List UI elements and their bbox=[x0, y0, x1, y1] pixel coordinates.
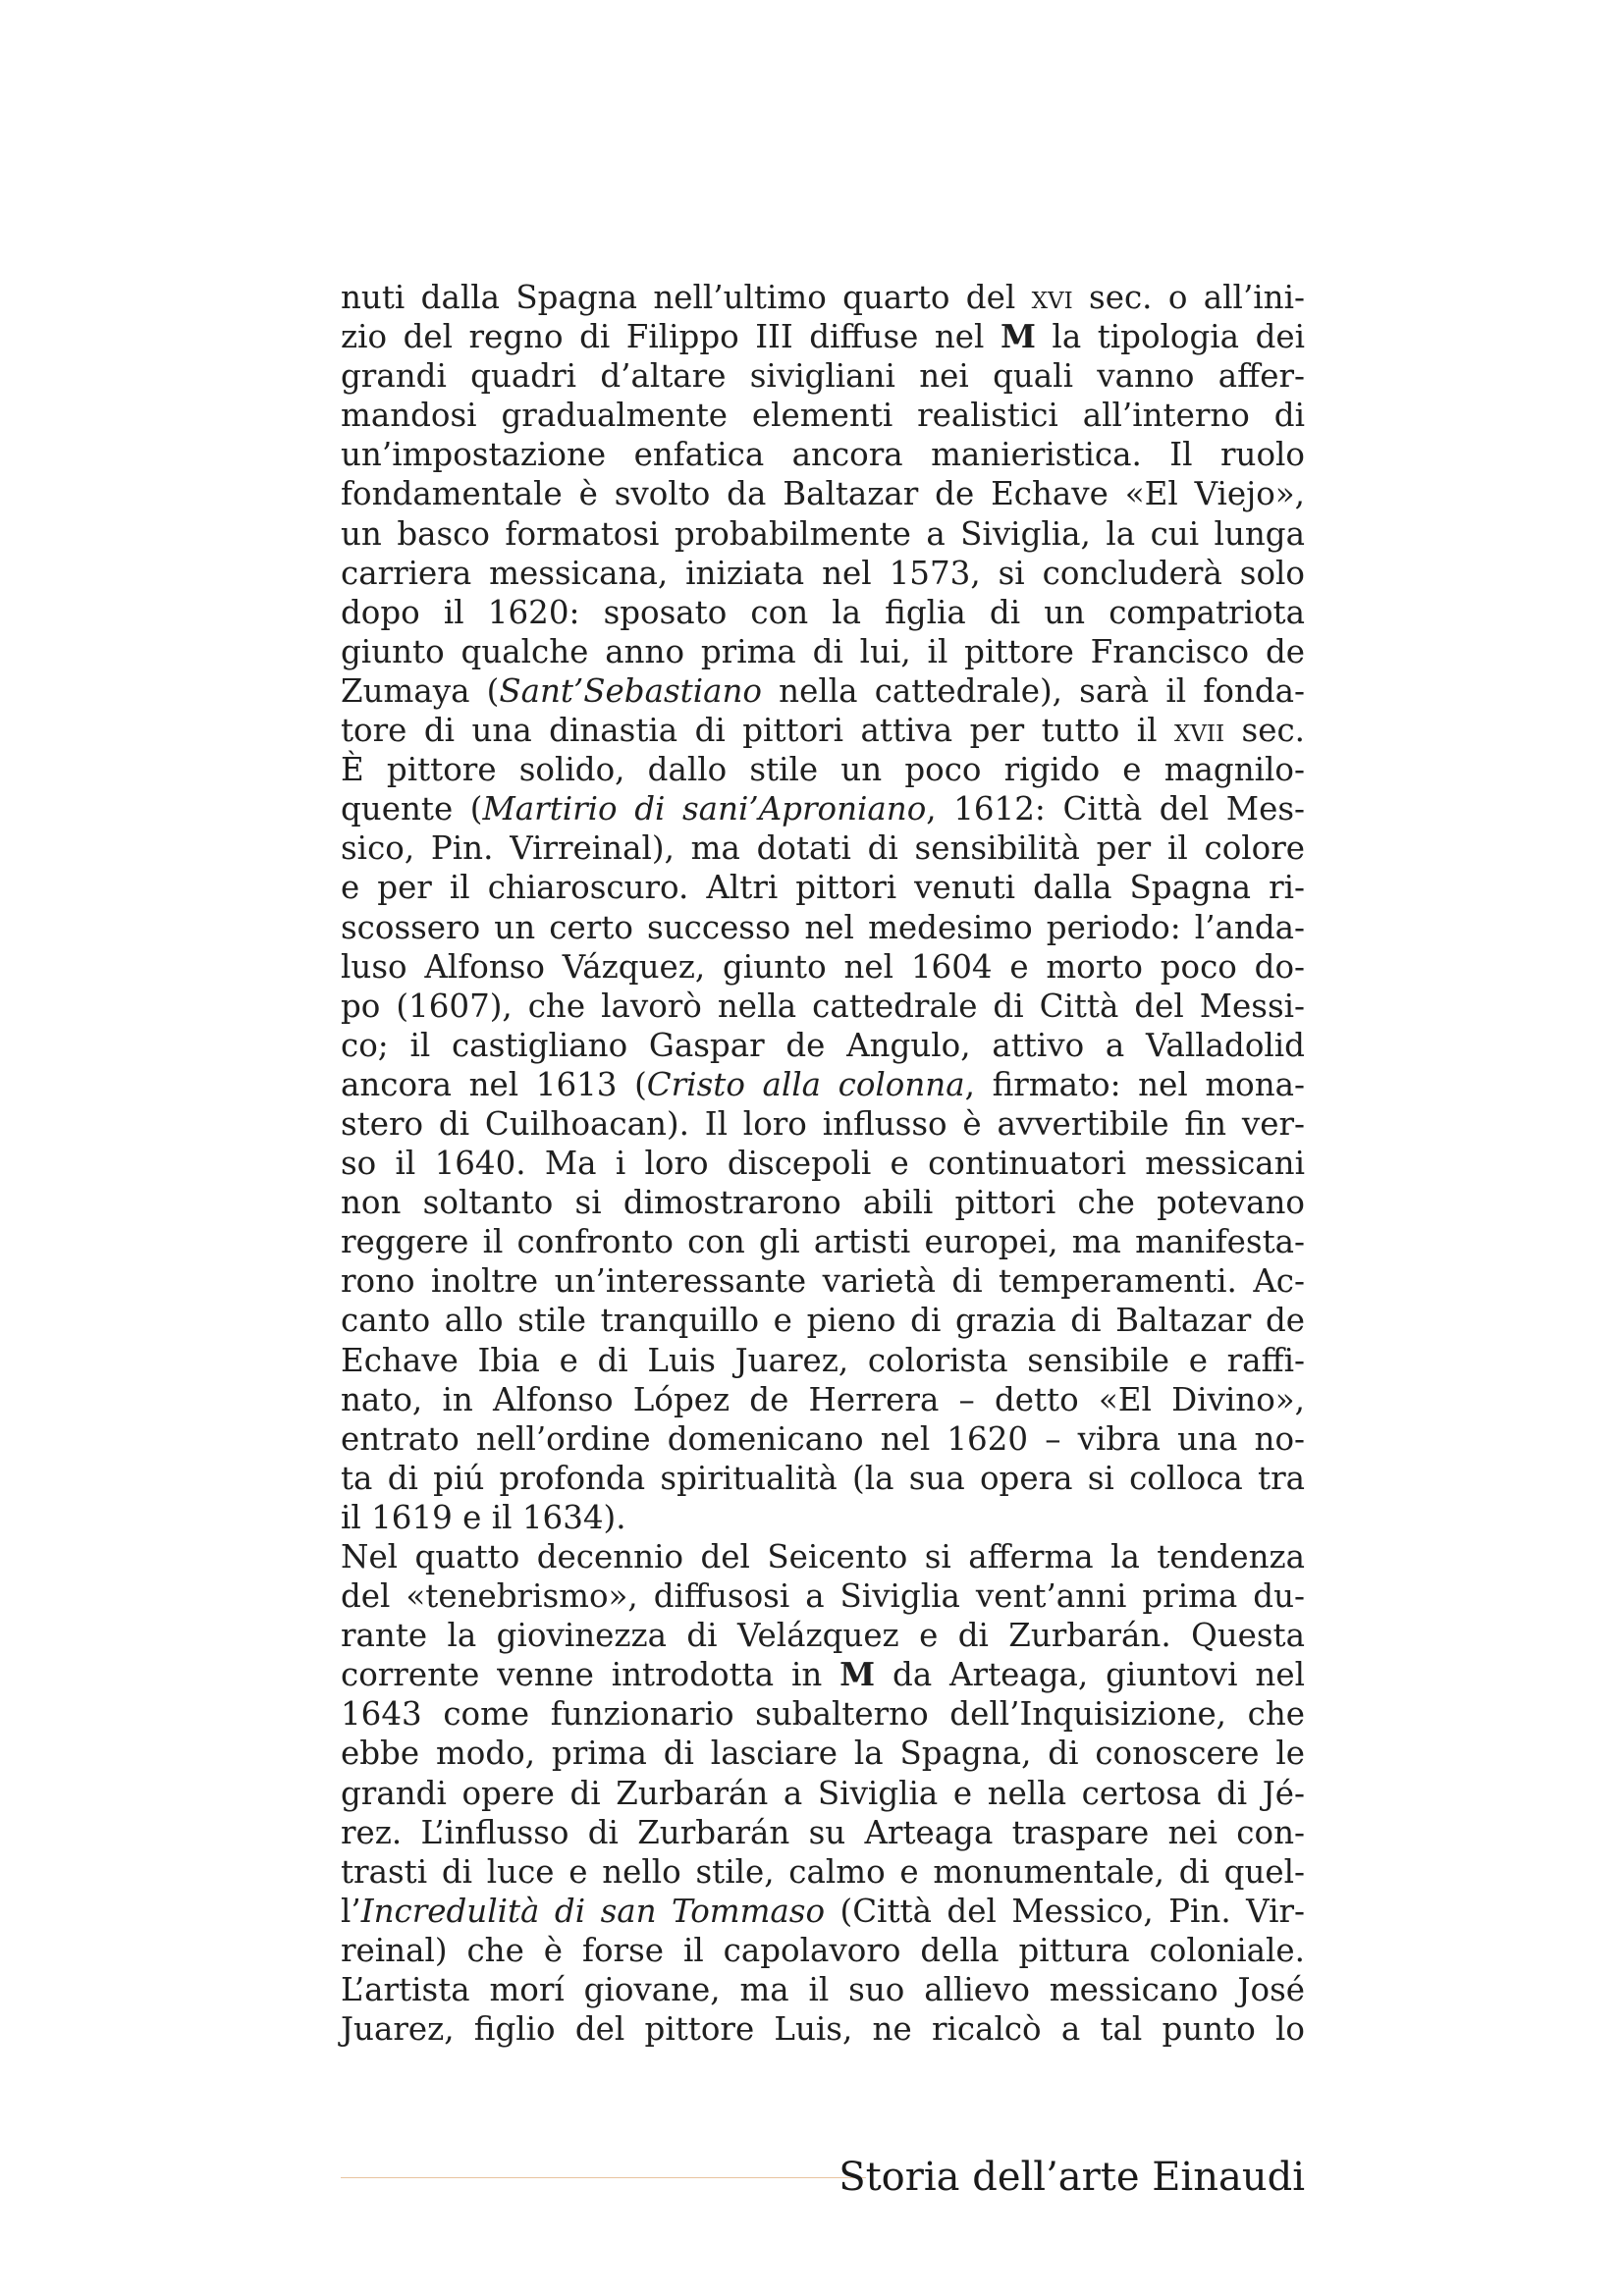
text-segment: Nel quatto decennio del Seicento si afferma la tendenza bbox=[341, 1538, 1305, 1575]
text-line bbox=[341, 435, 1305, 474]
text-line bbox=[341, 2009, 1305, 2049]
text-line bbox=[341, 1301, 1305, 1340]
text-line bbox=[341, 1970, 1305, 2009]
text-segment: stero di Cuilhoacan). Il loro influsso è avvertibile fin ver- bbox=[341, 1104, 1305, 1143]
text-segment: L’artista morí giovane, ma il suo allievo messicano José bbox=[341, 1971, 1305, 2009]
text-segment: tore di una dinastia di pittori attiva per tutto il bbox=[341, 712, 1174, 750]
text-segment: È pittore solido, dallo stile un poco rigido e magnilo- bbox=[341, 751, 1305, 789]
text-segment: giunto qualche anno prima di lui, il pittore Francisco de bbox=[341, 632, 1305, 670]
text-line bbox=[341, 1459, 1305, 1498]
text-segment: scossero un certo successo nel medesimo periodo: l’anda- bbox=[341, 908, 1305, 946]
text-line bbox=[341, 1576, 1305, 1616]
artwork-title: Sant’Sebastiano bbox=[499, 671, 762, 710]
text-line bbox=[341, 317, 1305, 356]
text-line bbox=[341, 1616, 1305, 1655]
body-text bbox=[341, 278, 1305, 2049]
text-line bbox=[341, 1222, 1305, 1261]
text-segment: canto allo stile tranquillo e pieno di grazia di Baltazar de bbox=[341, 1302, 1305, 1340]
text-segment: rante la giovinezza di Velázquez e di Zurbarán. Questa bbox=[341, 1617, 1305, 1655]
text-segment: grandi opere di Zurbarán a Siviglia e nella certosa di Jé- bbox=[341, 1774, 1305, 1812]
text-line bbox=[341, 1655, 1305, 1694]
text-segment: 1643 come funzionario subalterno dell’Inquisizione, che bbox=[341, 1695, 1305, 1734]
text-line bbox=[341, 278, 1305, 317]
text-line bbox=[341, 1026, 1305, 1065]
text-line bbox=[341, 356, 1305, 396]
text-line bbox=[341, 474, 1305, 513]
text-segment: ta di piú profonda spiritualità (la sua opera si colloca tra bbox=[341, 1459, 1305, 1497]
text-segment: la tipologia dei bbox=[1035, 318, 1305, 356]
text-segment: trasti di luce e nello stile, calmo e monumentale, di quel- bbox=[341, 1852, 1305, 1891]
text-segment: po (1607), che lavorò nella cattedrale di Città del Messi- bbox=[341, 987, 1305, 1025]
text-segment: e per il chiaroscuro. Altri pittori venuti dalla Spagna ri- bbox=[341, 869, 1305, 907]
text-segment: Juarez, figlio del pittore Luis, ne ricalcò a tal punto lo bbox=[341, 2010, 1305, 2049]
text-line bbox=[341, 1734, 1305, 1773]
text-segment: reggere il confronto con gli artisti europei, ma manifesta- bbox=[341, 1223, 1305, 1261]
text-line bbox=[341, 632, 1305, 671]
text-line bbox=[341, 1774, 1305, 1813]
text-segment: quente ( bbox=[341, 790, 483, 828]
text-segment: ebbe modo, prima di lasciare la Spagna, di conoscere le bbox=[341, 1735, 1305, 1773]
text-segment: dopo il 1620: sposato con la figlia di un compatriota bbox=[341, 593, 1305, 631]
text-segment: un basco formatosi probabilmente a Siviglia, la cui lunga bbox=[341, 514, 1305, 553]
artwork-title: Martirio di sani’Aproniano bbox=[482, 790, 927, 828]
text-segment: entrato nell’ordine domenicano nel 1620 – vibra una no- bbox=[341, 1419, 1305, 1458]
text-line bbox=[341, 554, 1305, 593]
text-line bbox=[341, 868, 1305, 907]
text-line bbox=[341, 1498, 1305, 1537]
text-line bbox=[341, 750, 1305, 789]
text-line bbox=[341, 987, 1305, 1026]
text-line bbox=[341, 1892, 1305, 1931]
text-segment: corrente venne introdotta in bbox=[341, 1656, 840, 1694]
text-segment: (Città del Messico, Pin. Vir- bbox=[825, 1892, 1305, 1930]
text-segment: sec. bbox=[1224, 712, 1305, 750]
small-caps-text: xvi bbox=[1031, 279, 1073, 316]
text-line bbox=[341, 1931, 1305, 1970]
text-segment: del «tenebrismo», diffusosi a Siviglia vent’anni prima du- bbox=[341, 1577, 1305, 1616]
text-segment: ancora nel 1613 ( bbox=[341, 1065, 647, 1103]
text-line bbox=[341, 1537, 1305, 1576]
text-segment: nato, in Alfonso López de Herrera – detto «El Divino», bbox=[341, 1380, 1305, 1418]
text-segment: rono inoltre un’interessante varietà di temperamenti. Ac- bbox=[341, 1262, 1305, 1301]
text-line bbox=[341, 1852, 1305, 1892]
text-line bbox=[341, 1813, 1305, 1852]
text-segment: un’impostazione enfatica ancora manieristica. Il ruolo bbox=[341, 436, 1305, 474]
text-segment: Zumaya ( bbox=[341, 671, 500, 710]
text-segment: luso Alfonso Vázquez, giunto nel 1604 e morto poco do- bbox=[341, 947, 1305, 986]
footer-title: Storia dell’arte Einaudi bbox=[839, 2155, 1305, 2200]
bold-abbreviation: M bbox=[839, 1655, 876, 1694]
artwork-title: Cristo alla colonna bbox=[646, 1065, 965, 1103]
text-line bbox=[341, 396, 1305, 435]
text-line bbox=[341, 947, 1305, 987]
text-line bbox=[341, 1183, 1305, 1222]
text-line bbox=[341, 1341, 1305, 1380]
text-segment: , 1612: Città del Mes- bbox=[926, 790, 1305, 828]
text-segment: carriera messicana, iniziata nel 1573, si concluderà solo bbox=[341, 554, 1305, 592]
text-line bbox=[341, 828, 1305, 868]
text-line bbox=[341, 1261, 1305, 1301]
text-line bbox=[341, 908, 1305, 947]
text-segment: mandosi gradualmente elementi realistici all’interno di bbox=[341, 397, 1305, 435]
text-segment: nella cattedrale), sarà il fonda- bbox=[761, 671, 1305, 710]
text-line bbox=[341, 1104, 1305, 1144]
small-caps-text: xvii bbox=[1173, 712, 1225, 750]
text-segment: nuti dalla Spagna nell’ultimo quarto del bbox=[341, 279, 1032, 316]
text-segment: il 1619 e il 1634). bbox=[341, 1498, 626, 1536]
text-segment: Echave Ibia e di Luis Juarez, colorista sensibile e raffi- bbox=[341, 1341, 1305, 1379]
text-segment: so il 1640. Ma i loro discepoli e continuatori messicani bbox=[341, 1145, 1305, 1183]
text-segment: reinal) che è forse il capolavoro della pittura coloniale. bbox=[341, 1931, 1305, 1969]
text-segment: non soltanto si dimostrarono abili pittori che potevano bbox=[341, 1184, 1305, 1222]
text-segment: sico, Pin. Virreinal), ma dotati di sensibilità per il colore bbox=[341, 829, 1305, 868]
text-line bbox=[341, 1419, 1305, 1459]
text-line bbox=[341, 1065, 1305, 1104]
text-segment: grandi quadri d’altare sivigliani nei quali vanno affer- bbox=[341, 357, 1305, 396]
text-line bbox=[341, 671, 1305, 711]
text-line bbox=[341, 1144, 1305, 1183]
text-segment: rez. L’influsso di Zurbarán su Arteaga traspare nei con- bbox=[341, 1813, 1305, 1851]
text-segment: fondamentale è svolto da Baltazar de Echave «El Viejo», bbox=[341, 475, 1305, 513]
footer-rule bbox=[341, 2177, 866, 2178]
text-line bbox=[341, 514, 1305, 554]
text-line bbox=[341, 593, 1305, 632]
text-line bbox=[341, 1380, 1305, 1419]
bold-abbreviation: M bbox=[1000, 317, 1036, 356]
text-line bbox=[341, 1694, 1305, 1734]
artwork-title: Incredulità di san Tommaso bbox=[360, 1892, 826, 1930]
text-line bbox=[341, 711, 1305, 750]
text-segment: sec. o all’ini- bbox=[1072, 279, 1305, 316]
text-segment: da Arteaga, giuntovi nel bbox=[875, 1656, 1305, 1694]
text-segment: , firmato: nel mona- bbox=[964, 1065, 1306, 1103]
text-line bbox=[341, 789, 1305, 828]
text-segment: co; il castigliano Gaspar de Angulo, attivo a Valladolid bbox=[341, 1026, 1305, 1064]
text-segment: zio del regno di Filippo III diffuse nel bbox=[341, 318, 1001, 356]
text-segment: l’ bbox=[341, 1892, 361, 1930]
